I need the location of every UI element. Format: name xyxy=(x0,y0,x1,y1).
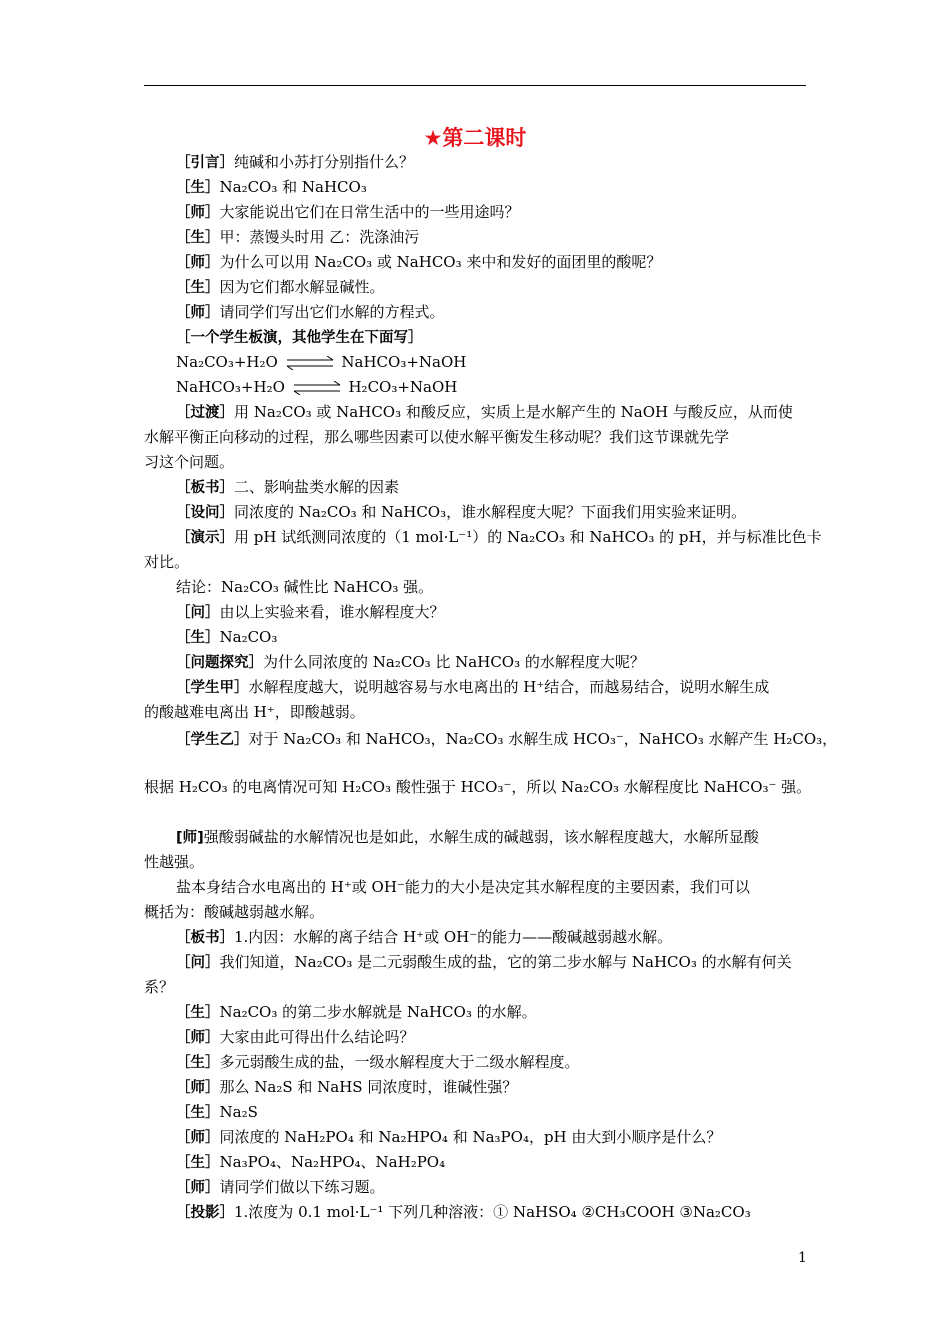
line-intro: ［引言］纯碱和小苏打分别指什么？ xyxy=(176,153,415,171)
line-board-note: ［一个学生板演，其他学生在下面写］ xyxy=(176,330,423,346)
line-student-a-cont: 的酸越难电离出 H⁺，即酸越弱。 xyxy=(144,703,365,721)
line-teacher: [师]强酸弱碱盐的水解情况也是如此，水解生成的碱越弱，该水解程度越大，水解所显酸 xyxy=(176,828,759,846)
line-ask: ［问］我们知道，Na₂CO₃ 是二元弱酸生成的盐，它的第二步水解与 NaHCO₃ 的水解有何关 xyxy=(176,953,792,971)
line-student: ［生］Na₂CO₃ xyxy=(176,628,278,646)
line-projection: ［投影］1.浓度为 0.1 mol·L⁻¹ 下列几种溶液：① NaHSO₄ ②CH₃COOH ③Na₂CO₃ xyxy=(176,1203,751,1221)
line-student: ［生］甲：蒸馒头时用 乙：洗涤油污 xyxy=(176,228,420,246)
line-inquiry: ［问题探究］为什么同浓度的 Na₂CO₃ 比 NaHCO₃ 的水解程度大呢？ xyxy=(176,653,645,671)
line-teacher-cont: 性越强。 xyxy=(144,853,205,871)
line-ask: ［问］由以上实验来看，谁水解程度大？ xyxy=(176,603,445,621)
header-rule xyxy=(144,85,806,86)
line-student: ［生］因为它们都水解显碱性。 xyxy=(176,278,385,296)
line-teacher: ［师］同浓度的 NaH₂PO₄ 和 Na₂HPO₄ 和 Na₃PO₄，pH 由大到小顺序是什么？ xyxy=(176,1128,722,1146)
line-demo-cont: 对比。 xyxy=(144,553,190,571)
line-student: ［生］Na₂S xyxy=(176,1103,258,1121)
line-transition: ［过渡］用 Na₂CO₃ 或 NaHCO₃ 和酸反应，实质上是水解产生的 NaOH 与酸反应，从而使 xyxy=(176,403,793,421)
lesson-title: ★第二课时 xyxy=(423,126,527,150)
line-demo: ［演示］用 pH 试纸测同浓度的（1 mol·L⁻¹）的 Na₂CO₃ 和 NaHCO₃ 的 pH，并与标准比色卡 xyxy=(176,528,822,546)
line-transition-cont: 水解平衡正向移动的过程，那么哪些因素可以使水解平衡发生移动呢？我们这节课就先学 xyxy=(144,428,730,446)
line-teacher: ［师］大家由此可得出什么结论吗？ xyxy=(176,1028,415,1046)
equation-2: NaHCO₃+H₂O H₂CO₃+NaOH xyxy=(176,378,458,396)
line-teacher: ［师］请同学们做以下练习题。 xyxy=(176,1178,385,1196)
line-student-b: ［学生乙］对于 Na₂CO₃ 和 NaHCO₃，Na₂CO₃ 水解生成 HCO₃⁻，NaHCO₃ 水解产生 H₂CO₃， xyxy=(176,730,838,748)
line-student-b-cont: 根据 H₂CO₃ 的电离情况可知 H₂CO₃ 酸性强于 HCO₃⁻，所以 Na₂CO₃ 水解程度比 NaHCO₃⁻ 强。 xyxy=(144,778,812,796)
line-teacher: ［师］请同学们写出它们水解的方程式。 xyxy=(176,303,445,321)
equation-1: Na₂CO₃+H₂O NaHCO₃+NaOH xyxy=(176,353,467,371)
line-teacher: ［师］为什么可以用 Na₂CO₃ 或 NaHCO₃ 来中和发好的面团里的酸呢？ xyxy=(176,253,662,271)
line-paragraph: 盐本身结合水电离出的 H⁺或 OH⁻能力的大小是决定其水解程度的主要因素，我们可以 xyxy=(176,878,750,896)
line-board: ［板书］1.内因：水解的离子结合 H⁺或 OH⁻的能力——酸碱越弱越水解。 xyxy=(176,928,673,946)
line-ask-cont: 系？ xyxy=(144,978,175,996)
line-transition-cont: 习这个问题。 xyxy=(144,453,235,471)
page-number: 1 xyxy=(798,1250,807,1266)
line-board: ［板书］二、影响盐类水解的因素 xyxy=(176,478,400,496)
line-student: ［生］Na₃PO₄、Na₂HPO₄、NaH₂PO₄ xyxy=(176,1153,446,1171)
line-teacher: ［师］大家能说出它们在日常生活中的一些用途吗？ xyxy=(176,203,520,221)
equilibrium-arrow-icon xyxy=(285,356,335,370)
line-student: ［生］Na₂CO₃ 和 NaHCO₃ xyxy=(176,178,367,196)
line-teacher: ［师］那么 Na₂S 和 NaHS 同浓度时，谁碱性强？ xyxy=(176,1078,518,1096)
equilibrium-arrow-icon xyxy=(292,381,342,395)
line-student-a: ［学生甲］水解程度越大，说明越容易与水电离出的 H⁺结合，而越易结合，说明水解生成 xyxy=(176,678,770,696)
line-student: ［生］多元弱酸生成的盐，一级水解程度大于二级水解程度。 xyxy=(176,1053,580,1071)
line-question: ［设问］同浓度的 Na₂CO₃ 和 NaHCO₃，谁水解程度大呢？下面我们用实验来证明。 xyxy=(176,503,747,521)
line-conclusion: 结论：Na₂CO₃ 碱性比 NaHCO₃ 强。 xyxy=(176,578,434,596)
line-student: ［生］Na₂CO₃ 的第二步水解就是 NaHCO₃ 的水解。 xyxy=(176,1003,537,1021)
line-paragraph-cont: 概括为：酸碱越弱越水解。 xyxy=(144,903,325,921)
